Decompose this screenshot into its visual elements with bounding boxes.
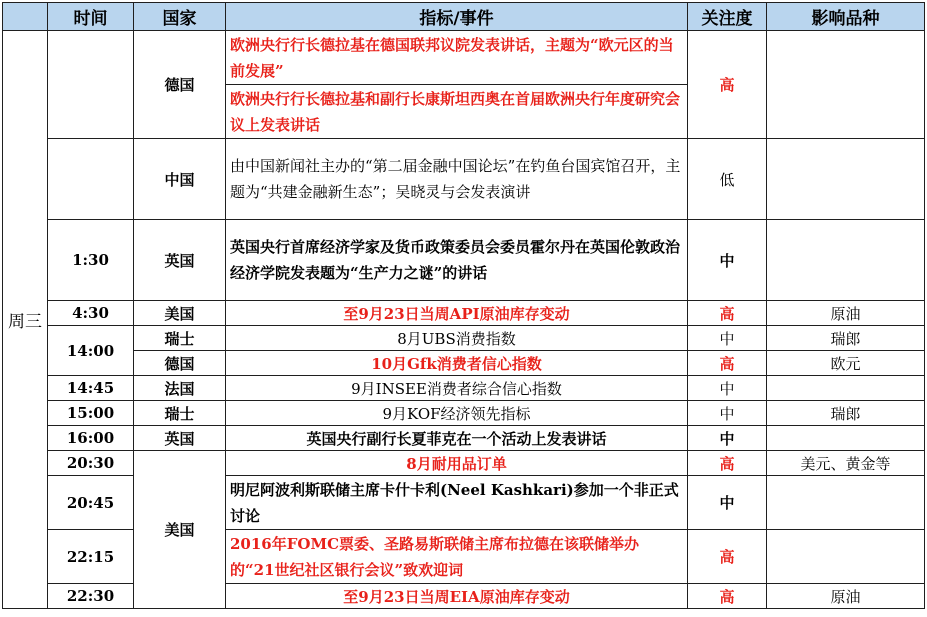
table-row [3, 351, 925, 376]
calendar-table [2, 2, 925, 609]
event-cell: 英国央行副行长夏菲克在一个活动上发表讲话 [226, 426, 688, 451]
table-row [3, 301, 925, 326]
affected-cell: 原油 [767, 584, 925, 609]
event-cell: 9月KOF经济领先指标 [226, 401, 688, 426]
event-cell: 至9月23日当周EIA原油库存变动 [226, 584, 688, 609]
time-cell [48, 139, 134, 220]
time-cell: 15:00 [48, 401, 134, 426]
table-row [3, 220, 925, 301]
country-cell: 中国 [134, 139, 226, 220]
header-country: 国家 [134, 3, 226, 31]
event-cell: 英国央行首席经济学家及货币政策委员会委员霍尔丹在英国伦敦政治经济学院发表题为“生产力之谜”的讲话 [226, 220, 688, 301]
table-row [3, 376, 925, 401]
event-cell: 由中国新闻社主办的“第二届金融中国论坛”在钓鱼台国宾馆召开，主题为“共建金融新生态”；吴晓灵与会发表演讲 [226, 139, 688, 220]
header-row [3, 3, 925, 31]
affected-cell [767, 476, 925, 530]
country-cell: 美国 [134, 301, 226, 326]
affected-cell [767, 31, 925, 139]
table-row [3, 326, 925, 351]
header-event: 指标/事件 [226, 3, 688, 31]
table-row [3, 426, 925, 451]
time-cell: 14:45 [48, 376, 134, 401]
attention-cell: 高 [688, 301, 767, 326]
time-cell: 1:30 [48, 220, 134, 301]
event-cell: 8月耐用品订单 [226, 451, 688, 476]
header-attention: 关注度 [688, 3, 767, 31]
attention-cell: 中 [688, 220, 767, 301]
table-row [3, 139, 925, 220]
country-cell: 美国 [134, 451, 226, 609]
affected-cell [767, 426, 925, 451]
attention-cell: 低 [688, 139, 767, 220]
country-cell: 瑞士 [134, 326, 226, 351]
country-cell: 法国 [134, 376, 226, 401]
attention-cell: 高 [688, 31, 767, 139]
event-cell: 欧洲央行行长德拉基和副行长康斯坦西奥在首届欧洲央行年度研究会议上发表讲话 [226, 85, 688, 139]
attention-cell: 中 [688, 376, 767, 401]
affected-cell [767, 220, 925, 301]
event-cell: 欧洲央行行长德拉基在德国联邦议院发表讲话，主题为“欧元区的当前发展” [226, 31, 688, 85]
attention-cell: 高 [688, 584, 767, 609]
time-cell: 4:30 [48, 301, 134, 326]
affected-cell: 瑞郎 [767, 401, 925, 426]
attention-cell: 中 [688, 326, 767, 351]
time-cell: 20:30 [48, 451, 134, 476]
header-affected: 影响品种 [767, 3, 925, 31]
affected-cell: 瑞郎 [767, 326, 925, 351]
event-cell: 8月UBS消费指数 [226, 326, 688, 351]
table-row [3, 401, 925, 426]
time-cell: 22:30 [48, 584, 134, 609]
country-cell: 英国 [134, 426, 226, 451]
country-cell: 德国 [134, 351, 226, 376]
time-cell [48, 31, 134, 139]
event-cell: 9月INSEE消费者综合信心指数 [226, 376, 688, 401]
attention-cell: 高 [688, 351, 767, 376]
event-cell: 至9月23日当周API原油库存变动 [226, 301, 688, 326]
time-cell: 14:00 [48, 326, 134, 376]
affected-cell: 美元、黄金等 [767, 451, 925, 476]
attention-cell: 高 [688, 451, 767, 476]
time-cell: 22:15 [48, 530, 134, 584]
event-cell: 2016年FOMC票委、圣路易斯联储主席布拉德在该联储举办的“21世纪社区银行会议”致欢迎词 [226, 530, 688, 584]
event-cell: 10月Gfk消费者信心指数 [226, 351, 688, 376]
table-row [3, 31, 925, 85]
attention-cell: 中 [688, 401, 767, 426]
header-day [3, 3, 48, 31]
day-cell: 周三 [3, 31, 48, 609]
attention-cell: 中 [688, 426, 767, 451]
affected-cell [767, 139, 925, 220]
country-cell: 英国 [134, 220, 226, 301]
affected-cell [767, 376, 925, 401]
affected-cell [767, 530, 925, 584]
time-cell: 16:00 [48, 426, 134, 451]
economic-calendar [2, 2, 924, 614]
country-cell: 德国 [134, 31, 226, 139]
table-row [3, 451, 925, 476]
country-cell: 瑞士 [134, 401, 226, 426]
header-time: 时间 [48, 3, 134, 31]
attention-cell: 中 [688, 476, 767, 530]
attention-cell: 高 [688, 530, 767, 584]
event-cell: 明尼阿波利斯联储主席卡什卡利(Neel Kashkari)参加一个非正式讨论 [226, 476, 688, 530]
affected-cell: 欧元 [767, 351, 925, 376]
affected-cell: 原油 [767, 301, 925, 326]
time-cell: 20:45 [48, 476, 134, 530]
